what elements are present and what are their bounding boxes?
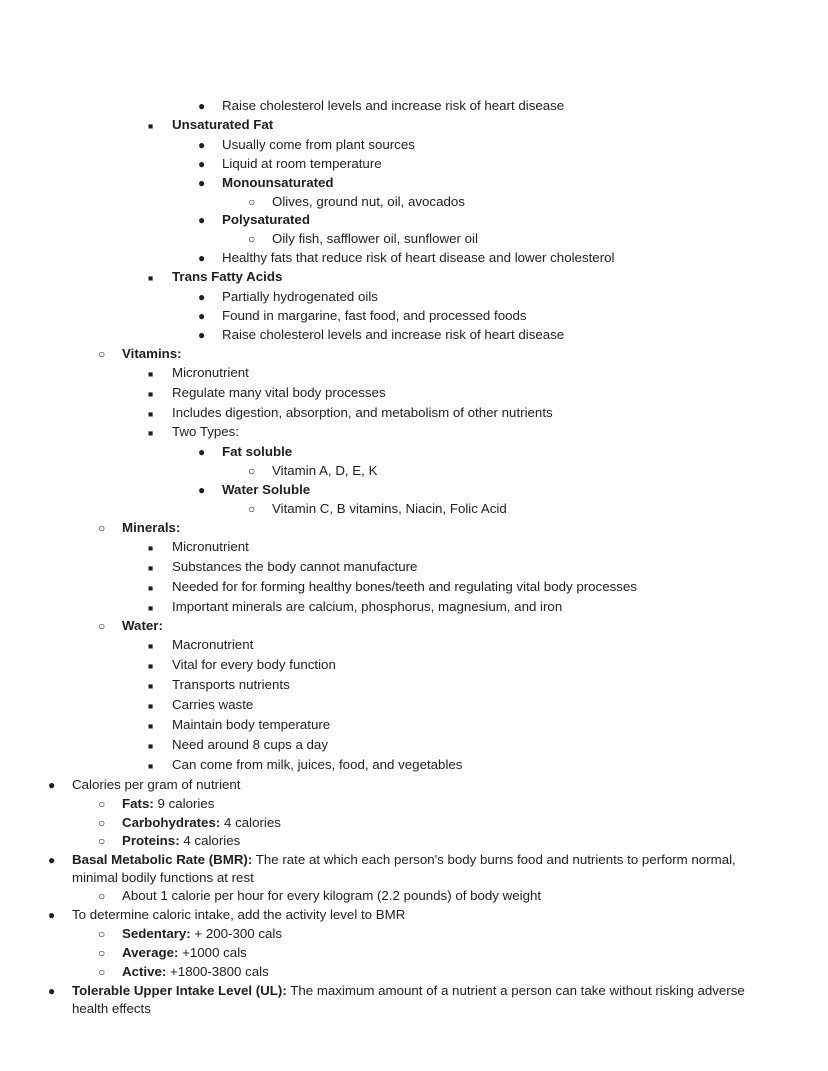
item-regular-text: Micronutrient — [172, 364, 249, 380]
list-item — [148, 716, 748, 736]
item-regular-text: +1000 cals — [178, 944, 247, 960]
item-regular-text: 4 calories — [220, 814, 281, 830]
item-regular-text: Important minerals are calcium, phosphorus, magnesium, and iron — [172, 598, 563, 614]
bullet-icon: ○ — [98, 796, 106, 811]
item-regular-text: + 200-300 cals — [190, 925, 283, 941]
list-item-text — [122, 944, 748, 962]
item-regular-text: Needed for for forming healthy bones/teeth and regulating vital body processes — [172, 578, 637, 594]
bullet-icon: ■ — [148, 388, 154, 399]
bullet-icon: ● — [48, 853, 56, 868]
list-item — [198, 174, 748, 193]
list-item — [198, 288, 748, 307]
list-item-text — [272, 193, 748, 211]
list-item — [148, 736, 748, 756]
list-item — [148, 384, 748, 404]
bullet-icon: ■ — [148, 681, 154, 692]
list-item — [148, 636, 748, 656]
list-item — [148, 364, 748, 384]
bullet-icon: ■ — [148, 721, 154, 731]
bullet-icon: ○ — [98, 619, 106, 634]
list-item — [148, 116, 748, 136]
list-item — [98, 832, 748, 851]
item-regular-text: 4 calories — [179, 833, 241, 849]
item-bold-text: Water Soluble — [222, 482, 311, 498]
list-item-text — [222, 326, 748, 344]
bullet-icon: ■ — [148, 641, 154, 652]
item-regular-text: Vital for every body function — [172, 657, 336, 673]
list-item — [248, 193, 748, 212]
item-regular-text: Calories per gram of nutrient — [72, 776, 241, 792]
bullet-icon: ■ — [148, 368, 154, 379]
list-item-text — [272, 230, 748, 248]
list-item — [148, 538, 748, 558]
item-regular-text: Raise cholesterol levels and increase risk of heart disease — [222, 326, 565, 342]
list-item-text — [222, 249, 748, 267]
list-item-text — [172, 656, 748, 674]
bullet-icon: ■ — [148, 562, 154, 573]
item-regular-text: Olives, ground nut, oil, avocados — [272, 193, 465, 209]
list-item-text — [172, 364, 748, 382]
list-item — [148, 656, 748, 676]
list-item-text — [172, 268, 748, 286]
list-item-text — [222, 211, 748, 229]
bullet-icon: ● — [48, 908, 56, 923]
list-item — [148, 578, 748, 598]
list-item — [148, 423, 748, 443]
list-item — [198, 249, 748, 268]
list-item — [248, 462, 748, 481]
bullet-icon: ● — [198, 308, 206, 323]
list-item — [148, 558, 748, 578]
item-regular-text: To determine caloric intake, add the activity level to BMR — [72, 907, 406, 923]
list-item-text — [172, 423, 748, 441]
item-regular-text: The maximum amount of a nutrient a person can take without risking adverse health effects — [72, 982, 745, 1016]
item-regular-text: Maintain body temperature — [172, 717, 331, 732]
list-item — [98, 925, 748, 944]
item-bold-text: Monounsaturated — [222, 174, 334, 190]
bullet-icon: ● — [48, 777, 56, 792]
item-regular-text: Can come from milk, juices, food, and vegetables — [172, 756, 463, 772]
bullet-icon: ○ — [98, 964, 106, 979]
bullet-icon: ■ — [148, 120, 154, 131]
item-bold-text: Sedentary: — [122, 925, 191, 941]
bullet-icon: ● — [198, 137, 206, 152]
item-regular-text: 9 calories — [153, 795, 215, 811]
list-item-text — [222, 481, 748, 499]
list-item — [148, 676, 748, 696]
bullet-icon: ● — [198, 290, 206, 305]
bullet-icon: ● — [198, 251, 206, 266]
list-item-text — [272, 462, 748, 480]
list-item — [148, 268, 748, 288]
list-item-text — [122, 617, 748, 635]
list-item — [98, 887, 748, 906]
list-item — [198, 155, 748, 174]
list-item-text — [72, 776, 748, 794]
bullet-icon: ● — [198, 445, 206, 460]
item-bold-text: Fats: — [122, 795, 154, 811]
bullet-icon: ○ — [98, 520, 106, 535]
item-bold-text: Water: — [122, 618, 163, 634]
bullet-icon: ● — [198, 213, 206, 228]
item-regular-text: Regulate many vital body processes — [172, 384, 386, 400]
list-item-text — [172, 676, 748, 694]
list-item-text — [222, 155, 748, 173]
bullet-icon: ● — [198, 156, 206, 171]
item-regular-text: Oily fish, safflower oil, sunflower oil — [272, 231, 478, 247]
bullet-icon: ○ — [248, 502, 256, 517]
list-item — [148, 696, 748, 716]
item-bold-text: Active: — [122, 963, 167, 979]
item-regular-text: Transports nutrients — [172, 677, 290, 693]
bullet-icon: ■ — [148, 740, 154, 751]
item-bold-text: Trans Fatty Acids — [172, 269, 283, 285]
list-item-text — [222, 307, 748, 325]
list-item-text — [222, 443, 748, 461]
list-item-text — [72, 906, 748, 924]
list-item-text — [172, 558, 748, 576]
bullet-icon: ○ — [248, 464, 256, 479]
list-item-text — [172, 756, 748, 774]
item-bold-text: Vitamins: — [122, 345, 182, 361]
item-bold-text: Minerals: — [122, 519, 181, 535]
list-item-text — [172, 716, 748, 734]
list-item-text — [122, 345, 748, 363]
item-regular-text: +1800-3800 cals — [166, 963, 269, 979]
list-item-text — [222, 136, 748, 154]
list-item-text — [172, 404, 748, 422]
list-item-text — [222, 174, 748, 192]
list-item-text — [272, 500, 748, 518]
bullet-icon: ○ — [98, 834, 106, 849]
item-regular-text: Healthy fats that reduce risk of heart disease and lower cholesterol — [222, 250, 615, 266]
list-item — [148, 756, 748, 776]
list-item — [148, 404, 748, 424]
item-regular-text: Substances the body cannot manufacture — [172, 558, 418, 574]
item-bold-text: Tolerable Upper Intake Level (UL): — [72, 982, 287, 998]
list-item-text — [172, 598, 748, 616]
item-bold-text: Proteins: — [122, 833, 180, 849]
bullet-icon: ○ — [98, 945, 106, 960]
item-bold-text: Polysaturated — [222, 212, 310, 228]
list-item — [48, 906, 748, 925]
item-bold-text: Unsaturated Fat — [172, 116, 274, 132]
item-regular-text: Macronutrient — [172, 637, 254, 653]
item-bold-text: Fat soluble — [222, 444, 293, 460]
bullet-icon: ■ — [148, 602, 154, 613]
list-item — [248, 230, 748, 249]
item-regular-text: Includes digestion, absorption, and metabolism of other nutrients — [172, 404, 553, 420]
bullet-icon: ■ — [148, 428, 154, 439]
bullet-icon: ■ — [148, 582, 154, 593]
list-item-text — [122, 814, 748, 832]
document-body — [0, 97, 748, 1018]
list-item-text — [122, 925, 748, 943]
bullet-icon: ■ — [148, 701, 154, 712]
list-item-text — [172, 696, 748, 714]
list-item — [198, 443, 748, 462]
list-item-text — [172, 116, 748, 134]
bullet-icon: ■ — [148, 273, 154, 284]
list-item — [98, 963, 748, 982]
list-item-text — [222, 288, 748, 306]
list-item-text — [222, 97, 748, 115]
bullet-icon: ● — [198, 99, 206, 113]
list-item — [198, 211, 748, 230]
list-item-text — [122, 963, 748, 981]
list-item — [198, 136, 748, 155]
item-regular-text: Vitamin A, D, E, K — [272, 463, 378, 479]
bullet-icon: ○ — [248, 232, 256, 247]
bullet-icon: ■ — [148, 760, 154, 771]
bullet-icon: ○ — [98, 889, 106, 904]
list-item — [198, 307, 748, 326]
bullet-icon: ■ — [148, 661, 154, 672]
list-item — [98, 814, 748, 833]
list-item — [98, 345, 748, 364]
list-item-text — [172, 636, 748, 654]
bullet-icon: ● — [198, 175, 206, 190]
list-item — [198, 481, 748, 500]
bullet-icon: ■ — [148, 408, 154, 419]
bullet-icon: ● — [198, 483, 206, 498]
bullet-icon: ■ — [148, 542, 154, 553]
item-bold-text: Carbohydrates: — [122, 814, 221, 830]
list-item — [98, 617, 748, 636]
list-item-text — [122, 519, 748, 537]
list-item — [48, 776, 748, 795]
list-item-text — [72, 851, 748, 887]
item-regular-text: About 1 calorie per hour for every kilogram (2.2 pounds) of body weight — [122, 888, 542, 904]
item-regular-text: Found in margarine, fast food, and processed foods — [222, 307, 527, 323]
list-item-text — [122, 795, 748, 813]
list-item — [98, 944, 748, 963]
item-regular-text: Partially hydrogenated oils — [222, 289, 378, 305]
list-item — [248, 500, 748, 519]
bullet-icon: ● — [198, 327, 206, 342]
list-item-text — [122, 832, 748, 850]
bullet-icon: ○ — [98, 926, 106, 941]
item-regular-text: Two Types: — [172, 424, 240, 440]
bullet-icon: ○ — [98, 815, 106, 830]
bullet-icon: ● — [48, 983, 56, 998]
item-regular-text: Need around 8 cups a day — [172, 736, 328, 752]
bullet-icon: ○ — [98, 346, 106, 361]
item-regular-text: Vitamin C, B vitamins, Niacin, Folic Acid — [272, 501, 507, 517]
item-regular-text: Usually come from plant sources — [222, 136, 415, 152]
list-item-text — [172, 538, 748, 556]
list-item-text — [172, 384, 748, 402]
item-regular-text: The rate at which each person's body burns food and nutrients to perform normal, minimal bodily functions at rest — [72, 852, 736, 886]
item-bold-text: Average: — [122, 944, 179, 960]
item-bold-text: Basal Metabolic Rate (BMR): — [72, 852, 253, 868]
list-item — [98, 519, 748, 538]
list-item-text — [72, 982, 748, 1018]
list-item — [48, 851, 748, 887]
list-item-text — [172, 578, 748, 596]
list-item-text — [122, 887, 748, 905]
item-regular-text: Liquid at room temperature — [222, 155, 382, 171]
list-item — [98, 795, 748, 814]
list-item-text — [172, 736, 748, 754]
bullet-icon: ○ — [248, 194, 256, 209]
item-regular-text: Carries waste — [172, 697, 254, 713]
list-item — [198, 326, 748, 345]
list-item — [48, 982, 748, 1018]
item-regular-text: Raise cholesterol levels and increase risk of heart disease — [222, 98, 565, 113]
item-regular-text: Micronutrient — [172, 538, 249, 554]
list-item — [198, 97, 748, 116]
list-item — [148, 598, 748, 618]
